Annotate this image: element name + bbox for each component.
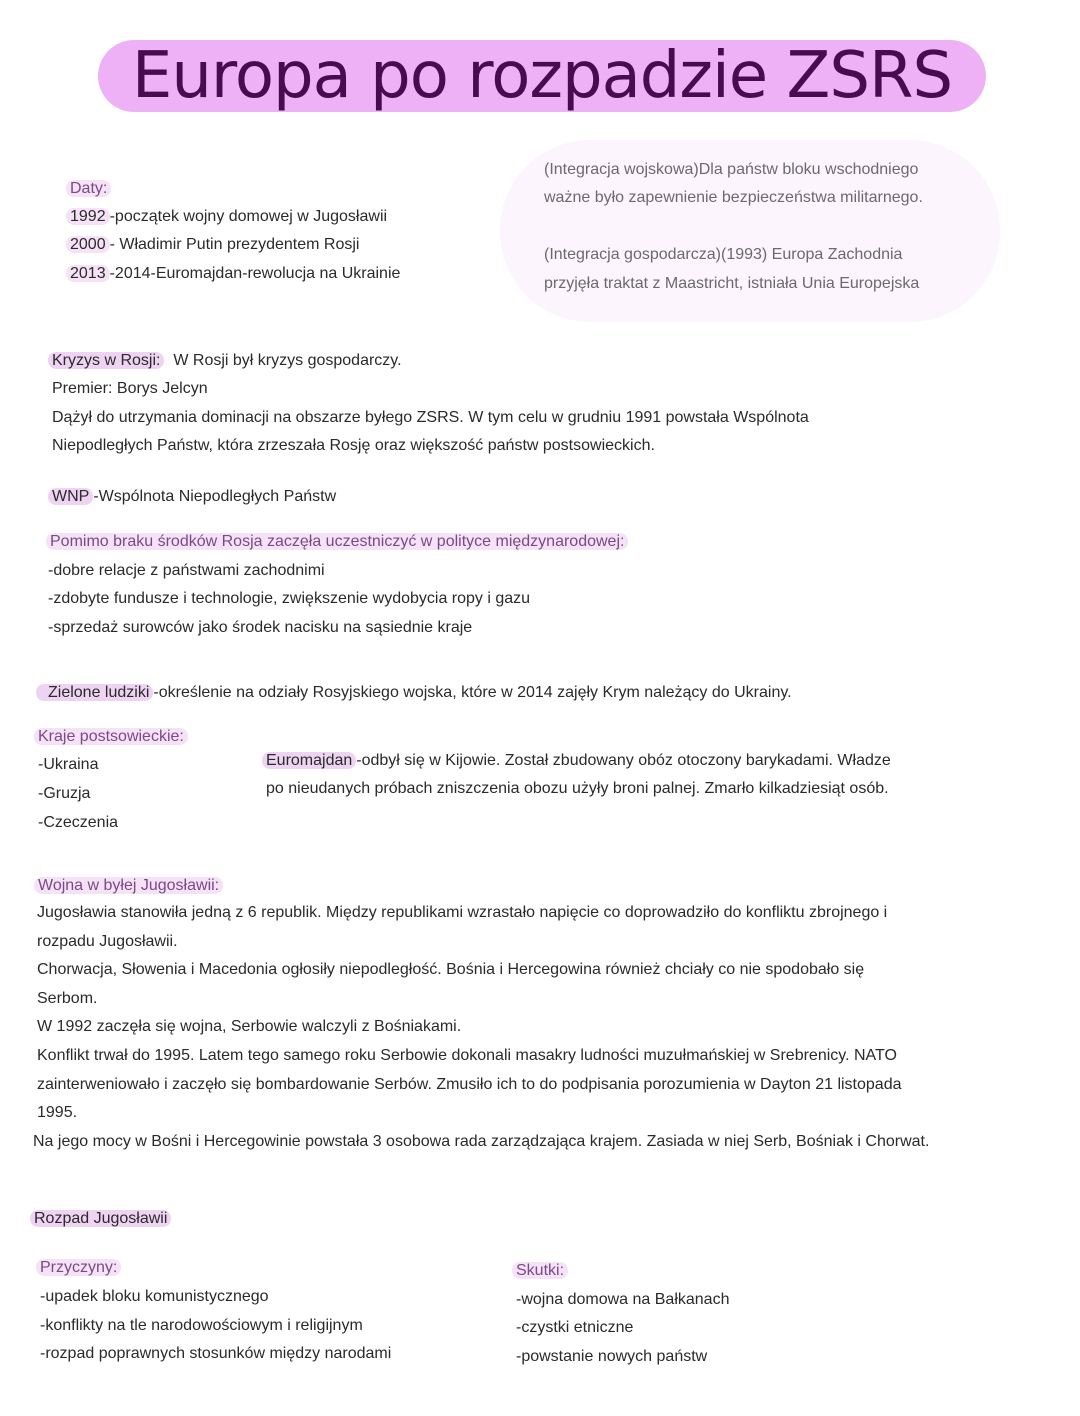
post-soviet-heading: Kraje postsowieckie: xyxy=(34,727,188,747)
date-item: 2013 -2014-Euromajdan-rewolucja na Ukrainie xyxy=(66,264,400,284)
cause-item: -upadek bloku komunistycznego xyxy=(40,1288,269,1305)
effect-item: -wojna domowa na Bałkanach xyxy=(516,1291,730,1308)
crisis-body-line: Dążył do utrzymania dominacji na obszarze byłego ZSRS. W tym celu w grudniu 1991 powstała Wspólnota xyxy=(52,409,809,426)
title-banner xyxy=(98,40,986,112)
yugoslav-war-body xyxy=(33,899,930,1156)
wnp-abbr: WNP xyxy=(48,488,93,505)
integration-military-line: ważne było zapewnienie bezpieczeństwa militarnego. xyxy=(544,189,923,206)
yugoslav-war-line: Na jego mocy w Bośni i Hercegowinie powstała 3 osobowa rada zarządzająca krajem. Zasiada w niej Serb, Bośniak i Chorwat. xyxy=(33,1132,930,1150)
green-men-line: Zielone ludziki -określenie na odziały Rosyjskiego wojska, które w 2014 zajęły Krym należący do Ukrainy. xyxy=(36,683,792,703)
post-soviet-item: -Gruzja xyxy=(38,785,91,802)
euromaidan-line: Euromajdan -odbył się w Kijowie. Został zbudowany obóz otoczony barykadami. Władze xyxy=(262,751,891,771)
date-item: 2000 - Władimir Putin prezydentem Rosji xyxy=(66,235,359,255)
post-soviet-item: -Ukraina xyxy=(38,756,99,773)
green-men-label: Zielone ludziki xyxy=(36,684,153,701)
euromaidan-line: po nieudanych próbach zniszczenia obozu użyły broni palnej. Zmarło kilkadziesiąt osób. xyxy=(266,780,889,797)
date-item: 1992 -początek wojny domowej w Jugosławii xyxy=(66,207,387,227)
yugoslav-war-line: zainterweniowało i zaczęło się bombardowanie Serbów. Zmusiło ich to do podpisania porozumienia w Dayton 21 listopada xyxy=(37,1075,902,1093)
effects-heading: Skutki: xyxy=(512,1261,568,1281)
euromaidan-label: Euromajdan xyxy=(262,752,356,769)
yugoslav-war-line: 1995. xyxy=(37,1104,78,1122)
yugoslav-war-line: Chorwacja, Słowenia i Macedonia ogłosiły niepodległość. Bośnia i Hercegowina również chciały co nie spodobało się xyxy=(37,961,865,979)
effect-item: -powstanie nowych państw xyxy=(516,1348,708,1365)
integration-economic-line: przyjęła traktat z Maastricht, istniała Unia Europejska xyxy=(544,275,920,292)
yugoslav-war-heading: Wojna w byłej Jugosławii: xyxy=(34,876,223,896)
integration-economic-line: (Integracja gospodarcza)(1993) Europa Zachodnia xyxy=(544,246,903,263)
yugoslav-war-line: W 1992 zaczęła się wojna, Serbowie walczyli z Bośniakami. xyxy=(37,1018,462,1036)
causes-heading: Przyczyny: xyxy=(36,1258,121,1278)
crisis-label: Kryzys w Rosji: xyxy=(48,352,164,369)
yugoslav-war-line: Jugosławia stanowiła jedną z 6 republik. Między republikami wzrastało napięcie co doprowadziło do konfliktu zbrojnego i xyxy=(37,904,888,921)
integration-military-line: (Integracja wojskowa)Dla państw bloku wschodniego xyxy=(544,161,919,178)
cause-item: -konflikty na tle narodowościowym i religijnym xyxy=(40,1317,363,1334)
crisis-body-line: Niepodległych Państw, która zrzeszała Rosję oraz większość państw postsowieckich. xyxy=(52,437,655,454)
wnp-line: WNP -Wspólnota Niepodległych Państw xyxy=(48,487,336,507)
yugoslav-war-line: rozpadu Jugosławii. xyxy=(37,932,178,950)
crisis-premier: Premier: Borys Jelcyn xyxy=(52,380,208,397)
page-title: Europa po rozpadzie ZSRS xyxy=(131,39,953,113)
post-soviet-item: -Czeczenia xyxy=(38,814,119,831)
breakup-heading: Rozpad Jugosławii xyxy=(30,1209,171,1229)
crisis-line: Kryzys w Rosji: W Rosji był kryzys gospodarczy. xyxy=(48,351,402,371)
yugoslav-war-line: Konflikt trwał do 1995. Latem tego samego roku Serbowie dokonali masakry ludności muzułmańskiej w Srebrenicy. NATO xyxy=(37,1046,897,1064)
policy-item: -sprzedaż surowców jako środek nacisku na sąsiednie kraje xyxy=(48,619,473,636)
yugoslav-war-line: Serbom. xyxy=(37,989,98,1007)
effect-item: -czystki etniczne xyxy=(516,1319,634,1336)
dates-heading: Daty: xyxy=(66,179,111,199)
policy-item: -zdobyte fundusze i technologie, zwiększenie wydobycia ropy i gazu xyxy=(48,590,531,607)
cause-item: -rozpad poprawnych stosunków między narodami xyxy=(40,1345,392,1362)
policy-item: -dobre relacje z państwami zachodnimi xyxy=(48,562,325,579)
policy-heading: Pomimo braku środków Rosja zaczęła uczestniczyć w polityce międzynarodowej: xyxy=(46,532,628,552)
